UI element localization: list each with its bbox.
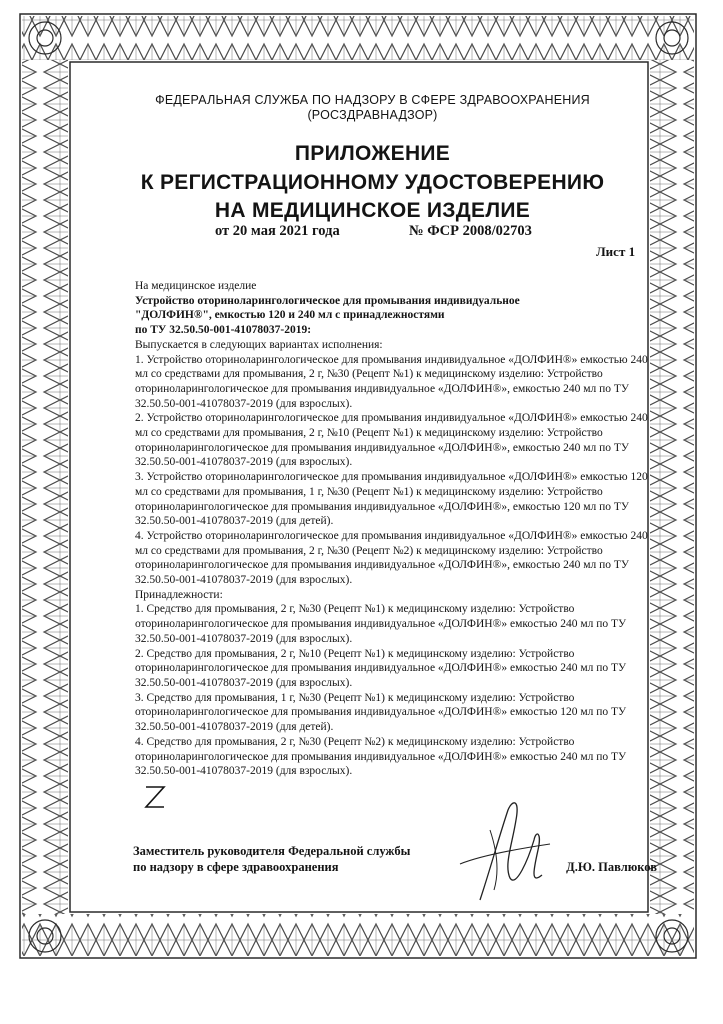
device-name-line-1: Устройство оториноларингологическое для промывания индивидуальное — [135, 294, 520, 307]
date-and-number — [215, 223, 575, 240]
signature-block — [133, 843, 663, 875]
variant-item: 3. Устройство оториноларингологическое для промывания индивидуальное «ДОЛФИН®» емкостью 120 мл со средствами для промывания, 1 г, №30 (Рецепт №1) к медицинскому изделию: Устройство оториноларингологическое для промывания индивидуальное «ДОЛФИН®», емкостью 120 мл по ТУ 32.50.50-001-41078037-2019 (для детей). — [135, 471, 648, 528]
device-intro: На медицинское изделие — [135, 280, 257, 292]
variant-item: 2. Устройство оториноларингологическое для промывания индивидуальное «ДОЛФИН®» емкостью 240 мл со средствами для промывания, 2 г, №10 (Рецепт №1) к медицинскому изделию: Устройство оториноларингологическое для промывания индивидуальное «ДОЛФИН®», емкостью 240 мл по ТУ 32.50.50-001-41078037-2019 (для взрослых). — [135, 412, 648, 469]
z-closing-mark — [144, 784, 166, 810]
agency-name: ФЕДЕРАЛЬНАЯ СЛУЖБА ПО НАДЗОРУ В СФЕРЕ ЗДРАВООХРАНЕНИЯ — [155, 93, 590, 107]
signatory-title-line-1: Заместитель руководителя Федеральной службы — [133, 844, 411, 858]
document-body — [135, 279, 655, 779]
agency-abbreviation: (РОСЗДРАВНАДЗОР) — [307, 108, 438, 122]
certificate-number: № ФСР 2008/02703 — [409, 223, 532, 239]
title-line-3: НА МЕДИЦИНСКОЕ ИЗДЕЛИЕ — [214, 199, 531, 222]
device-name-line-3: по ТУ 32.50.50-001-41078037-2019: — [135, 324, 312, 337]
document-title — [60, 140, 685, 226]
variant-item: 4. Устройство оториноларингологическое для промывания индивидуальное «ДОЛФИН®» емкостью 240 мл со средствами для промывания, 2 г, №30 (Рецепт №2) к медицинскому изделию: Устройство оториноларингологическое для промывания индивидуальное «ДОЛФИН®», емкостью 240 мл по ТУ 32.50.50-001-41078037-2019 (для взрослых). — [135, 529, 648, 587]
issue-date: от 20 мая 2021 года — [215, 223, 340, 239]
signatory-name: Д.Ю. Павлюков — [566, 860, 657, 874]
accessory-item: 4. Средство для промывания, 2 г, №30 (Рецепт №2) к медицинскому изделию: Устройство оториноларингологическое для промывания индивидуальное «ДОЛФИН®» емкостью 240 мл по ТУ 32.50.50-001-41078037-2019 (для взрослых). — [135, 735, 627, 778]
title-line-2: К РЕГИСТРАЦИОННОМУ УДОСТОВЕРЕНИЮ — [140, 170, 605, 194]
signatory-title-line-2: по надзору в сфере здравоохранения — [133, 860, 339, 874]
variants-intro: Выпускается в следующих вариантах исполнения: — [135, 338, 383, 351]
accessories-intro: Принадлежности: — [135, 588, 223, 601]
accessory-item: 3. Средство для промывания, 1 г, №30 (Рецепт №1) к медицинскому изделию: Устройство оториноларингологическое для промывания индивидуальное «ДОЛФИН®» емкостью 120 мл по ТУ 32.50.50-001-41078037-2019 (для детей). — [135, 691, 627, 734]
variant-item: 1. Устройство оториноларингологическое для промывания индивидуальное «ДОЛФИН®» емкостью 240 мл со средствами для промывания, 2 г, №30 (Рецепт №1) к медицинскому изделию: Устройство оториноларингологическое для промывания индивидуальное «ДОЛФИН®», емкостью 240 мл по ТУ 32.50.50-001-41078037-2019 (для взрослых). — [135, 353, 648, 410]
device-name-line-2: "ДОЛФИН®", емкостью 120 и 240 мл с принадлежностями — [135, 309, 445, 322]
accessory-item: 1. Средство для промывания, 2 г, №30 (Рецепт №1) к медицинскому изделию: Устройство оториноларингологическое для промывания индивидуальное «ДОЛФИН®» емкостью 240 мл по ТУ 32.50.50-001-41078037-2019 (для взрослых). — [135, 603, 627, 645]
sheet-number: Лист 1 — [596, 244, 636, 259]
agency-header — [100, 93, 645, 123]
accessory-item: 2. Средство для промывания, 2 г, №10 (Рецепт №1) к медицинскому изделию: Устройство оториноларингологическое для промывания индивидуальное «ДОЛФИН®» емкостью 240 мл по ТУ 32.50.50-001-41078037-2019 (для взрослых). — [135, 647, 627, 689]
title-line-1: ПРИЛОЖЕНИЕ — [294, 142, 451, 165]
